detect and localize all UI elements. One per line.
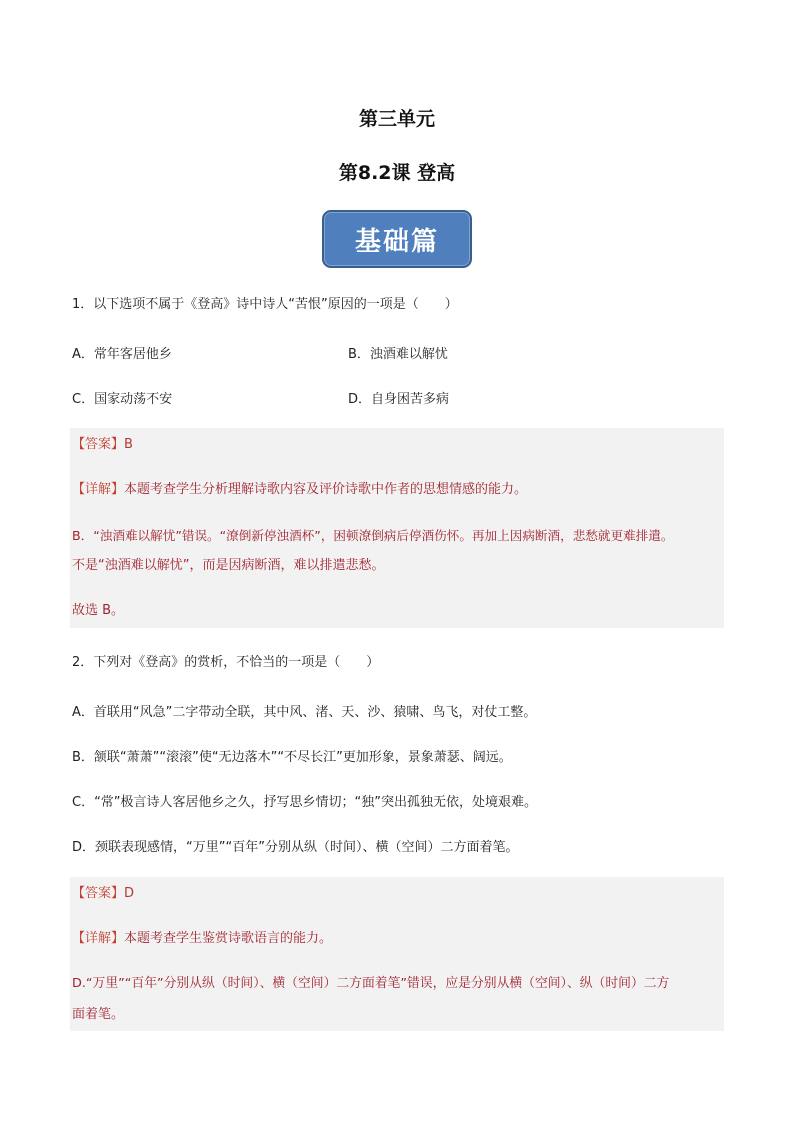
question-2-stem: 2．下列对《登高》的赏析，不恰当的一项是（ ）	[72, 655, 380, 670]
q1-answer-label: 【答案】	[72, 437, 125, 452]
section-badge: 基础篇	[322, 210, 472, 268]
q2-answer-label: 【答案】	[72, 886, 125, 901]
q1-explain-line-2: 不是“浊酒难以解忧”，而是因病断酒，难以排遣悲愁。	[72, 558, 385, 573]
q2-explain-line-1: D.“万里”“百年”分别从纵（时间）、横（空间）二方面着笔”错误，应是分别从横（空间）、纵（时间）二方	[72, 976, 670, 991]
q2-option-c: C．“常”极言诗人客居他乡之久，抒写思乡情切；“独”突出孤独无依，处境艰难。	[72, 795, 538, 810]
unit-title: 第三单元	[358, 108, 435, 130]
q1-option-b: B．浊酒难以解忧	[348, 347, 448, 362]
q2-explain-line-2: 面着笔。	[72, 1007, 125, 1022]
q1-option-d: D．自身困苦多病	[348, 392, 450, 407]
q2-option-b: B．颔联“萧萧”“滚滚”使“无边落木”“不尽长江”更加形象，景象萧瑟、阔远。	[72, 750, 512, 765]
q1-conclusion: 故选 B。	[72, 603, 125, 618]
q1-detail-text: 本题考查学生分析理解诗歌内容及评价诗歌中作者的思想情感的能力。	[124, 482, 528, 497]
q2-answer-box	[70, 877, 724, 1031]
q2-answer-value: D	[124, 886, 135, 901]
q2-detail-text: 本题考查学生鉴赏诗歌语言的能力。	[124, 931, 333, 946]
q2-detail	[72, 930, 332, 948]
q2-answer	[72, 885, 134, 903]
q1-answer	[72, 436, 133, 454]
q1-option-a: A．常年客居他乡	[72, 347, 172, 362]
q2-option-a: A．首联用“风急”二字带动全联，其中风、渚、天、沙、猿啸、鸟飞，对仗工整。	[72, 705, 537, 720]
question-1-stem: 1．以下选项不属于《登高》诗中诗人“苦恨”原因的一项是（ ）	[72, 297, 458, 312]
q1-detail-label: 【详解】	[72, 482, 125, 497]
lesson-title: 第8.2课 登高	[338, 162, 456, 184]
q1-explain-line-1: B．“浊酒难以解忧”错误。“潦倒新停浊酒杯”，困顿潦倒病后停酒伤怀。再加上因病断酒，悲愁就更难排遣。	[72, 528, 674, 543]
q1-detail	[72, 481, 527, 499]
q2-detail-label: 【详解】	[72, 931, 125, 946]
q2-option-d: D．颈联表现感情，“万里”“百年”分别从纵（时间）、横（空间）二方面着笔。	[72, 840, 519, 855]
q1-option-c: C．国家动荡不安	[72, 392, 173, 407]
q1-answer-value: B	[124, 437, 133, 452]
